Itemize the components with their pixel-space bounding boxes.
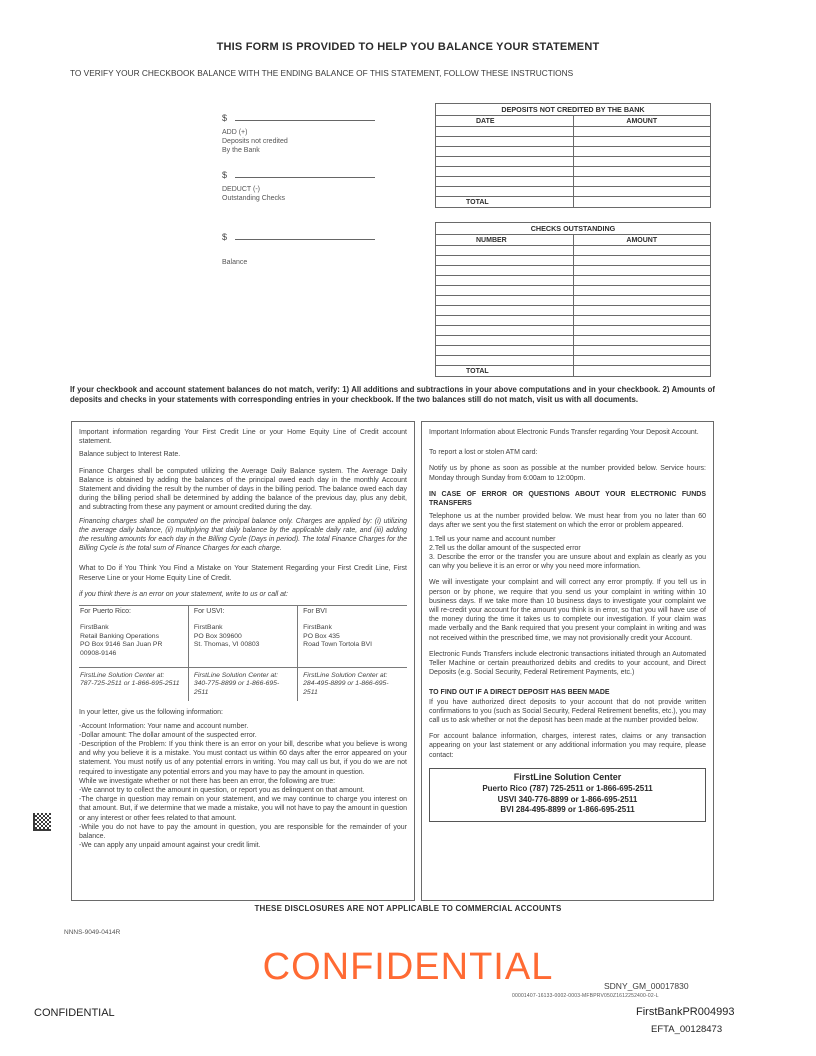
checks-total-amount-cell [573, 366, 711, 377]
deposits-table-title-row [436, 104, 711, 116]
add-desc-line-1: Deposits not credited [222, 138, 288, 145]
financing-charges-paragraph: Financing charges shall be computed on the principal balance only. Charges are applied by: (i) utilizing the average daily balance, (ii) multiplying that daily balance by the applicable daily rate, and (iii) adding the resulting amounts for each day in the Billing Cycle (Days in period). The total Finance Charges for the Billing Cycle is the total sum of Finance Charges for each charge. [79, 517, 407, 553]
letter-item-dollar: -Dollar amount: The dollar amount of the suspected error. [79, 731, 257, 739]
eft-include-paragraph: Electronic Funds Transfers include electronic transactions initiated through an Automated Teller Machine or certain preauthorized debits and credits to your account, and Direct Deposits (e.g. Social Security, Federal Retirement Payments, etc.) [429, 650, 706, 677]
checks-empty-row [436, 316, 711, 326]
checks-table-title: CHECKS OUTSTANDING [436, 223, 711, 235]
firstline-solution-center-box [429, 768, 706, 822]
checks-empty-row [436, 326, 711, 336]
balance-label: Balance [222, 259, 248, 266]
step-3: 3. Describe the error or the transfer you are unsure about and explain as clearly as you can why you believe it is an error or why you need more information. [429, 554, 706, 571]
deposits-empty-row [436, 137, 711, 147]
investigate-paragraph: We will investigate your complaint and will correct any error promptly. If you tell us in person or by phone, we require that you send us your complaint in writing within 10 business days. If we take more than 10 business days to investigate your complaint we will re-credit your account for the amount you think is in error, so that you will have use of the money during the time it takes us to complete our investigation. If your claim was made verbally and the Bank required that you present your complaint in writing and was not received within the prescribed time, we may not provisionally credit your Account. [429, 579, 706, 642]
contact-address-row [79, 618, 407, 667]
checks-empty-row [436, 276, 711, 286]
amount-column-header: AMOUNT [573, 235, 711, 246]
deduct-desc: Outstanding Checks [222, 195, 286, 202]
direct-deposit-heading: TO FIND OUT IF A DIRECT DEPOSIT HAS BEEN MADE [429, 689, 610, 697]
checks-empty-row [436, 266, 711, 276]
dollar-sign: $ [222, 170, 228, 180]
form-instructions: TO VERIFY YOUR CHECKBOOK BALANCE WITH THE ENDING BALANCE OF THIS STATEMENT, FOLLOW THESE INSTRUCTIONS [70, 68, 574, 78]
phone-usvi: 340-775-8899 or 1-866-695-2511 [193, 680, 280, 696]
regional-contacts-table [79, 605, 407, 701]
region-usvi: For USVI: [188, 606, 297, 619]
region-puerto-rico: For Puerto Rico: [79, 606, 188, 619]
balance-info-paragraph: For account balance information, charges, interest rates, claims or any transaction appearing on your last statement or any additional information you may require, please contact: [429, 733, 706, 759]
dollar-sign: $ [222, 232, 228, 242]
confidential-footer-label: CONFIDENTIAL [34, 1007, 115, 1019]
solution-center-bvi: FirstLine Solution Center at: 284-495-8899 or 1-866-695-2511 [298, 668, 407, 702]
add-label: ADD (+) [222, 129, 248, 136]
mistake-heading: What to Do if You Think You Find a Mistake on Your Statement Regarding your First Credit Line, First Reserve Line or your Home Equity Line of Credit. [79, 565, 407, 582]
solution-center-pr-phone: Puerto Rico (787) 725-2511 or 1-866-695-2511 [482, 784, 653, 794]
deduct-label: DEDUCT (-) [222, 186, 260, 193]
amount-column-header: AMOUNT [573, 116, 711, 127]
phone-puerto-rico: 787-725-2511 or 1-866-695-2511 [80, 680, 180, 688]
step-1: 1.Tell us your name and account number [429, 535, 556, 543]
add-desc-line-2: By the Bank [222, 147, 260, 154]
deposits-empty-row [436, 167, 711, 177]
checks-empty-row [436, 296, 711, 306]
form-number: NNNS-9049-0414R [64, 929, 121, 936]
error-questions-heading: IN CASE OF ERROR OR QUESTIONS ABOUT YOUR ELECTRONIC FUNDS TRANSFERS [429, 490, 706, 508]
error-write-note: if you think there is an error on your statement, write to us or call at: [79, 590, 288, 598]
dollar-sign: $ [222, 113, 228, 123]
investigate-item-1: -We cannot try to collect the amount in question, or report you as delinquent on that amount. [79, 786, 365, 794]
solution-center-puerto-rico: FirstLine Solution Center at: 787-725-2511 or 1-866-695-2511 [79, 668, 188, 702]
deposits-total-row [436, 197, 711, 208]
datamatrix-barcode-icon [33, 813, 51, 831]
checks-total-label: TOTAL [436, 366, 574, 377]
checks-empty-row [436, 256, 711, 266]
contact-phone-row [79, 668, 407, 702]
checks-table-header-row [436, 235, 711, 246]
letter-item-account: -Account Information: Your name and account number. [79, 722, 249, 730]
write-in-rule [235, 112, 375, 121]
checks-empty-row [436, 306, 711, 316]
checks-total-row [436, 366, 711, 377]
finance-charges-paragraph: Finance Charges shall be computed utilizing the Average Daily Balance system. The Average Daily Balance is obtained by adding the balances of the principal owed each day in the monthly Account Statement and dividing the result by the number of days in the billing period. The balance owed each day during the billing period shall be determined by adding the balance of the previous day, plus any debit, and subtracting from these any payment or amount credited during the day. [79, 467, 407, 512]
deposits-empty-row [436, 187, 711, 197]
worksheet-amount-line-2 [222, 169, 422, 182]
address-bvi: FirstBank PO Box 435 Road Town Tortola BVI [298, 618, 407, 667]
bates-number-efta: EFTA_00128473 [651, 1024, 723, 1035]
worksheet-amount-line-3 [222, 231, 422, 244]
eft-disclosure-box [421, 421, 714, 901]
eft-title: Important Information about Electronic Funds Transfer regarding Your Deposit Account. [429, 429, 699, 436]
direct-deposit-paragraph: If you have authorized direct deposits to your account that do not provide written confirmations to you (such as Social Security, Federal Retirement benefits, etc.), you may call us to ask whether or not the deposit has been made at the number provided below. [429, 698, 706, 725]
write-in-rule [235, 231, 375, 240]
letter-item-description: -Description of the Problem: If you think there is an error on your bill, describe what you believe is wrong and why you believe it is a mistake. You must contact us within 60 days after the error appeared on your statement. You must notify us of any potential errors in writing. You may call us but, if you do we are not required to investigate any potential errors and you may have to pay the amount in question. [79, 740, 407, 776]
telephone-paragraph: Telephone us at the number provided below. We must hear from you no later than 60 days after we sent you the first statement on which the error or problem appeared. [429, 513, 706, 530]
date-column-header: DATE [436, 116, 574, 127]
balances-mismatch-note: If your checkbook and account statement balances do not match, verify: 1) All additions and subtractions in your above computations and in your checkbook. 2) Amounts of deposits and checks in your statements with corresponding entries in your checkbook. If the two balances still do not match, visit us with all documents. [70, 385, 715, 404]
deposits-empty-row [436, 177, 711, 187]
investigate-item-4: -We can apply any unpaid amount against your credit limit. [79, 842, 261, 850]
investigate-item-3: -While you do not have to pay the amount in question, you are responsible for the remainder of your balance. [79, 823, 407, 840]
deposits-not-credited-table [435, 103, 711, 208]
checks-outstanding-table [435, 222, 711, 377]
worksheet-amount-line-1 [222, 112, 422, 125]
notify-paragraph: Notify us by phone as soon as possible at the number provided below. Service hours: Monday through Sunday from 6:00am to 12:00pm. [429, 465, 706, 482]
solution-center-title: FirstLine Solution Center [513, 771, 622, 782]
letter-intro: In your letter, give us the following information: [79, 709, 223, 717]
interest-rate-line: Balance subject to Interest Rate. [79, 451, 181, 459]
deposits-empty-row [436, 127, 711, 137]
number-column-header: NUMBER [436, 235, 574, 246]
document-control-code: 00001407-16133-0002-0003-MFBPRV050Z1612252400-02-L [512, 993, 659, 999]
atm-report-line: To report a lost or stolen ATM card: [429, 449, 538, 457]
deposits-total-label: TOTAL [436, 197, 574, 208]
deposits-table-title: DEPOSITS NOT CREDITED BY THE BANK [436, 104, 711, 116]
solution-center-bvi-phone: BVI 284-495-8899 or 1-866-695-2511 [500, 805, 635, 815]
form-title: THIS FORM IS PROVIDED TO HELP YOU BALANCE YOUR STATEMENT [216, 41, 600, 53]
investigate-intro: While we investigate whether or not there has been an error, the following are true: [79, 777, 336, 785]
contact-region-row [79, 606, 407, 619]
checks-empty-row [436, 346, 711, 356]
address-puerto-rico: FirstBank Retail Banking Operations PO Box 9146 San Juan PR 00908-9146 [80, 624, 163, 657]
credit-line-disclosure-box [71, 421, 415, 901]
bates-number-sdny: SDNY_GM_00017830 [604, 981, 689, 991]
deposits-table-header-row [436, 116, 711, 127]
solution-center-usvi-phone: USVI 340-776-8899 or 1-866-695-2511 [497, 794, 638, 804]
checks-empty-row [436, 356, 711, 366]
commercial-accounts-disclaimer: THESE DISCLOSURES ARE NOT APPLICABLE TO COMMERCIAL ACCOUNTS [254, 904, 562, 913]
address-usvi: FirstBank PO Box 309600 St. Thomas, VI 00803 [188, 618, 297, 667]
deposits-empty-row [436, 157, 711, 167]
confidential-watermark: CONFIDENTIAL [262, 946, 554, 988]
deposits-total-amount-cell [573, 197, 711, 208]
balance-worksheet [222, 112, 422, 267]
investigate-item-2: -The charge in question may remain on your statement, and we may continue to charge you interest on that amount. But, if we determine that we made a mistake, you will not have to pay the amount in question or any interest or other fees related to that amount. [79, 796, 408, 822]
deposits-empty-row [436, 147, 711, 157]
bates-number-firstbank: FirstBankPR004993 [636, 1006, 735, 1018]
checks-table-title-row [436, 223, 711, 235]
checks-empty-row [436, 286, 711, 296]
solution-center-usvi: FirstLine Solution Center at: 340-775-8899 or 1-866-695-2511 [188, 668, 297, 702]
checks-empty-row [436, 336, 711, 346]
region-bvi: For BVI [298, 606, 407, 619]
phone-bvi: 284-495-8899 or 1-866-695-2511 [303, 680, 389, 696]
credit-intro: Important information regarding Your First Credit Line or your Home Equity Line of Credit account statement. [79, 429, 407, 446]
checks-empty-row [436, 246, 711, 256]
step-2: 2.Tell us the dollar amount of the suspected error [429, 544, 581, 552]
write-in-rule [235, 169, 375, 178]
